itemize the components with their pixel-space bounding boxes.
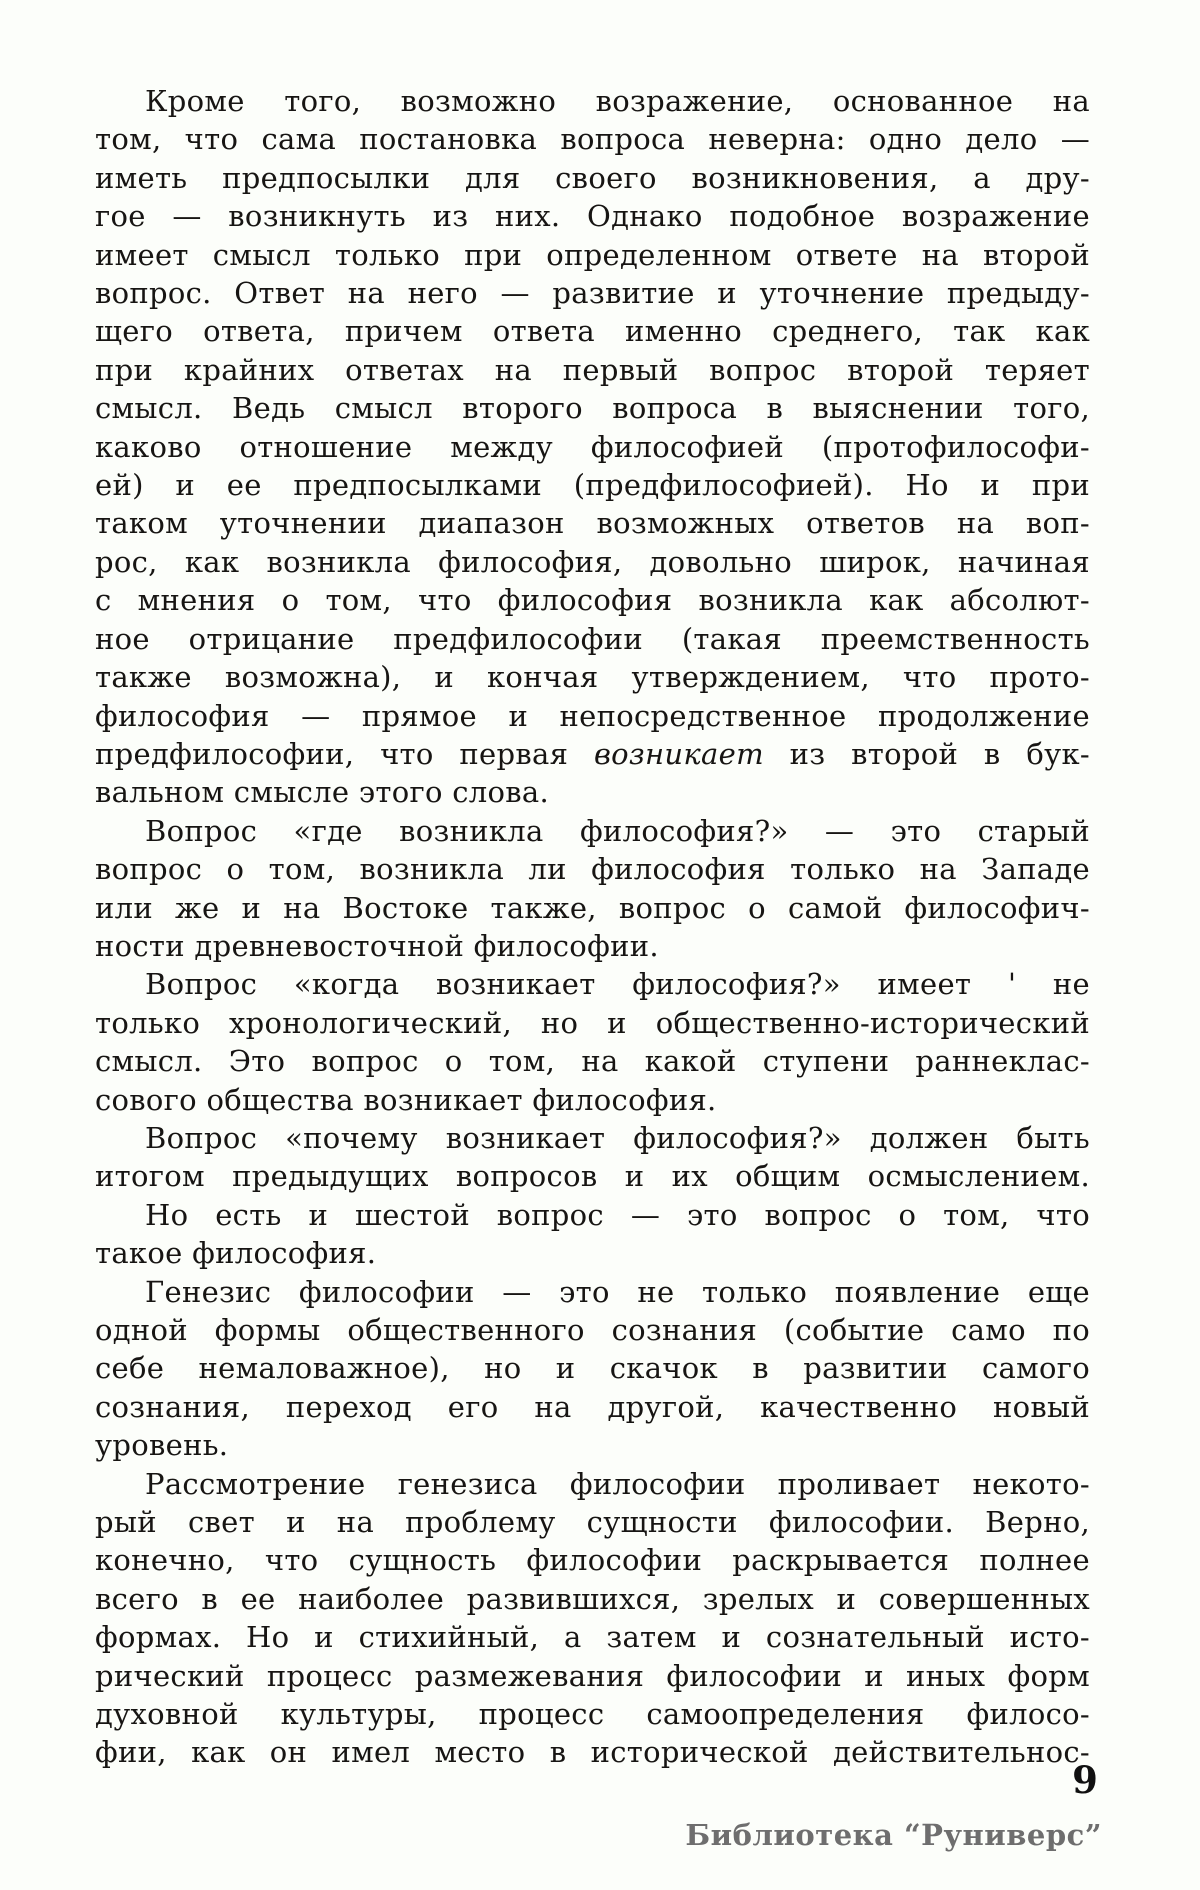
text-line: щего ответа, причем ответа именно среднего, так как	[95, 314, 1090, 349]
text-line: сового общества возникает философия.	[95, 1082, 717, 1117]
text-line: ности древневосточной философии.	[95, 928, 659, 963]
text-line: предфилософии, что первая возникает из второй в бук-	[95, 736, 1090, 771]
text-line: итогом предыдущих вопросов и их общим осмыслением.	[95, 1159, 1090, 1194]
text-line: имеет смысл только при определенном ответе на второй	[95, 237, 1090, 272]
text-line: рый свет и на проблему сущности философии. Верно,	[95, 1505, 1090, 1540]
text-line: сознания, переход его на другой, качественно новый	[95, 1389, 1090, 1424]
text-line: Вопрос «когда возникает философия?» имеет ' не	[145, 967, 1090, 1002]
text-line: или же и на Востоке также, вопрос о самой философич-	[95, 890, 1090, 925]
text-line: всего в ее наиболее развившихся, зрелых и совершенных	[95, 1581, 1090, 1616]
text-line: Генезис философии — это не только появление еще	[145, 1274, 1090, 1309]
text-line: философия — прямое и непосредственное продолжение	[95, 698, 1090, 733]
text-line: фии, как он имел место в исторической действительнос-	[95, 1735, 1090, 1770]
text-line: формах. Но и стихийный, а затем и сознательный исто-	[95, 1620, 1090, 1655]
text-line: смысл. Ведь смысл второго вопроса в выяснении того,	[95, 391, 1090, 426]
text-line: себе немаловажное), но и скачок в развитии самого	[95, 1351, 1090, 1386]
text-line: такое философия.	[95, 1236, 377, 1271]
text-line: рос, как возникла философия, довольно широк, начиная	[95, 544, 1090, 579]
text-line: гое — возникнуть из них. Однако подобное возражение	[95, 199, 1090, 234]
text-line: рический процесс размежевания философии и иных форм	[95, 1658, 1090, 1693]
text-line: каково отношение между философией (протофилософи-	[95, 429, 1090, 464]
text-line: том, что сама постановка вопроса неверна: одно дело —	[95, 122, 1090, 157]
library-watermark: Библиотека “Руниверс”	[685, 1818, 1102, 1852]
text-line: Вопрос «где возникла философия?» — это старый	[145, 813, 1090, 848]
page-number: 9	[1072, 1758, 1098, 1802]
text-line: ей) и ее предпосылками (предфилософией). Но и при	[95, 468, 1090, 503]
text-line: таком уточнении диапазон возможных ответов на воп-	[95, 506, 1090, 541]
text-line: вопрос о том, возникла ли философия только на Западе	[95, 852, 1090, 887]
text-line: конечно, что сущность философии раскрывается полнее	[95, 1543, 1090, 1578]
text-line: также возможна), и кончая утверждением, что прото-	[95, 660, 1090, 695]
text-line: иметь предпосылки для своего возникновения, а дру-	[95, 160, 1090, 195]
text-line: одной формы общественного сознания (событие само по	[95, 1313, 1090, 1347]
text-line: Кроме того, возможно возражение, основанное на	[145, 84, 1090, 118]
text-line: Но есть и шестой вопрос — это вопрос о том, что	[145, 1197, 1090, 1232]
text-line: духовной культуры, процесс самоопределения филосо-	[95, 1697, 1090, 1732]
text-line: Рассмотрение генезиса философии проливает некото-	[145, 1466, 1090, 1501]
text-line: уровень.	[95, 1428, 229, 1463]
text-line: вопрос. Ответ на него — развитие и уточнение предыду-	[95, 276, 1090, 311]
text-line: с мнения о том, что философия возникла как абсолют-	[95, 583, 1090, 618]
text-line: только хронологический, но и общественно-исторический	[95, 1005, 1090, 1040]
text-line: при крайних ответах на первый вопрос второй теряет	[95, 352, 1090, 387]
page-text	[95, 82, 1090, 1772]
text-line: ное отрицание предфилософии (такая преемственность	[95, 621, 1090, 656]
text-line: Вопрос «почему возникает философия?» должен быть	[145, 1120, 1090, 1155]
text-line: вальном смысле этого слова.	[95, 775, 549, 810]
text-line: смысл. Это вопрос о том, на какой ступени раннеклас-	[95, 1044, 1090, 1079]
